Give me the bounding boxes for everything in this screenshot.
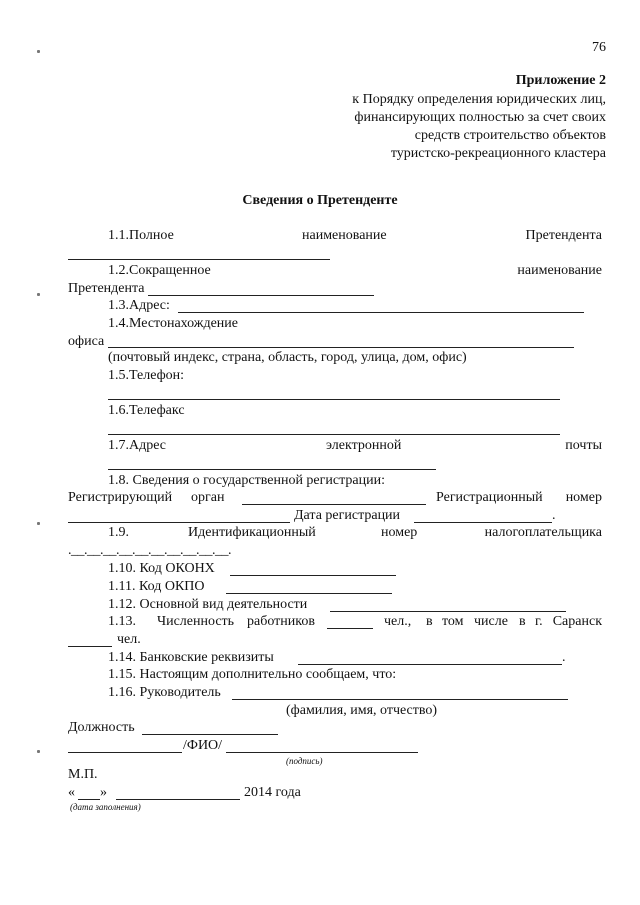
item-1-8-label: 1.8. Сведения о государственной регистрации:	[108, 473, 385, 488]
registering-body-label: Регистрирующий	[68, 490, 173, 505]
fax-field[interactable]	[108, 434, 560, 435]
item-1-16-label: 1.16. Руководитель	[108, 685, 221, 700]
year-label: 2014 года	[244, 785, 301, 800]
okpo-field[interactable]	[226, 593, 392, 594]
email-field[interactable]	[108, 469, 436, 470]
okonh-field[interactable]	[230, 575, 396, 576]
item-1-7-label: почты	[565, 438, 602, 453]
item-1-13-label: числе	[474, 614, 508, 629]
date-open-quote: «	[68, 785, 75, 800]
item-1-14-label: 1.14. Банковские реквизиты	[108, 650, 274, 665]
reg-date-label: Дата регистрации	[294, 508, 401, 523]
item-1-13-label: Саранск	[552, 614, 602, 629]
item-1-4-label: 1.4.Местонахождение	[108, 316, 239, 331]
item-1-9-label: 1.9.	[108, 525, 129, 540]
stamp-label: М.П.	[68, 767, 98, 782]
period: .	[552, 508, 556, 523]
item-1-9-label: Идентификационный	[188, 525, 316, 540]
item-1-13-label: работников	[247, 614, 315, 629]
item-1-13-label: том	[442, 614, 464, 629]
position-field[interactable]	[142, 734, 278, 735]
item-1-2-label: наименование	[517, 263, 602, 278]
item-1-13-label: 1.13.	[108, 614, 136, 629]
reg-date-field[interactable]	[414, 522, 552, 523]
office-location-hint: (почтовый индекс, страна, область, город, улица, дом, офис)	[108, 350, 467, 365]
item-1-9-label: налогоплательщика	[484, 525, 602, 540]
scan-speck	[37, 50, 40, 53]
item-1-13-label: чел.,	[384, 614, 412, 629]
appendix-line: финансирующих полностью за счет своих	[354, 110, 606, 125]
saransk-employees-field[interactable]	[68, 646, 112, 647]
registering-body-field[interactable]	[242, 504, 426, 505]
item-1-5-label: 1.5.Телефон:	[108, 368, 185, 383]
signature-hint: (подпись)	[286, 756, 323, 766]
reg-number-label: Регистрационный	[436, 490, 543, 505]
page-number: 76	[592, 40, 606, 55]
address-field[interactable]	[178, 312, 584, 313]
appendix-line: к Порядку определения юридических лиц,	[352, 92, 606, 107]
full-name-field[interactable]	[68, 259, 330, 260]
date-hint: (дата заполнения)	[70, 802, 141, 812]
item-1-13-label: в	[519, 614, 526, 629]
appendix-line: туристско-рекреационного кластера	[390, 146, 606, 161]
employees-field[interactable]	[327, 628, 373, 629]
item-1-7-label: 1.7.Адрес	[108, 438, 167, 453]
reg-number-field[interactable]	[68, 522, 290, 523]
scan-speck	[37, 293, 40, 296]
form-heading: Сведения о Претенденте	[242, 193, 398, 208]
item-1-13-label: Численность	[157, 614, 235, 629]
appendix-line: средств строительство объектов	[414, 128, 606, 143]
scan-speck	[37, 750, 40, 753]
item-1-9-label: номер	[381, 525, 418, 540]
short-name-field[interactable]	[148, 295, 374, 296]
director-hint: (фамилия, имя, отчество)	[286, 703, 438, 718]
position-label: Должность	[68, 720, 135, 735]
office-location-field[interactable]	[108, 347, 574, 348]
item-1-12-label: 1.12. Основной вид деятельности	[108, 597, 308, 612]
item-1-10-label: 1.10. Код ОКОНХ	[108, 561, 215, 576]
item-1-2-label: Претендента	[68, 281, 145, 296]
bank-details-field[interactable]	[298, 664, 562, 665]
appendix-title: Приложение 2	[515, 73, 606, 88]
item-1-2-label: 1.2.Сокращенное	[108, 263, 211, 278]
scan-speck	[37, 522, 40, 525]
fio-label: /ФИО/	[183, 738, 223, 753]
item-1-15-label: 1.15. Настоящим дополнительно сообщаем, что:	[108, 667, 397, 682]
phone-field[interactable]	[108, 399, 560, 400]
period: .	[562, 650, 566, 665]
main-activity-field[interactable]	[330, 611, 566, 612]
registering-body-label: орган	[191, 490, 225, 505]
inn-field[interactable]: .__.__.__.__.__.__.__.__.__.__.	[68, 543, 231, 558]
item-1-1-label: Претендента	[525, 228, 602, 243]
item-1-1-label: наименование	[302, 228, 387, 243]
item-1-13-label: г.	[535, 614, 543, 629]
item-1-11-label: 1.11. Код ОКПО	[108, 579, 205, 594]
item-1-7-label: электронной	[326, 438, 402, 453]
item-1-3-label: 1.3.Адрес:	[108, 298, 170, 313]
director-field[interactable]	[232, 699, 568, 700]
item-1-13-label: в	[426, 614, 433, 629]
signature-field[interactable]	[68, 752, 182, 753]
item-1-6-label: 1.6.Телефакс	[108, 403, 185, 418]
reg-number-label: номер	[565, 490, 602, 505]
item-1-4-label: офиса	[68, 334, 105, 349]
item-1-1-label: 1.1.Полное	[108, 228, 174, 243]
date-close-quote: »	[100, 785, 107, 800]
item-1-13-label: чел.	[117, 632, 141, 647]
